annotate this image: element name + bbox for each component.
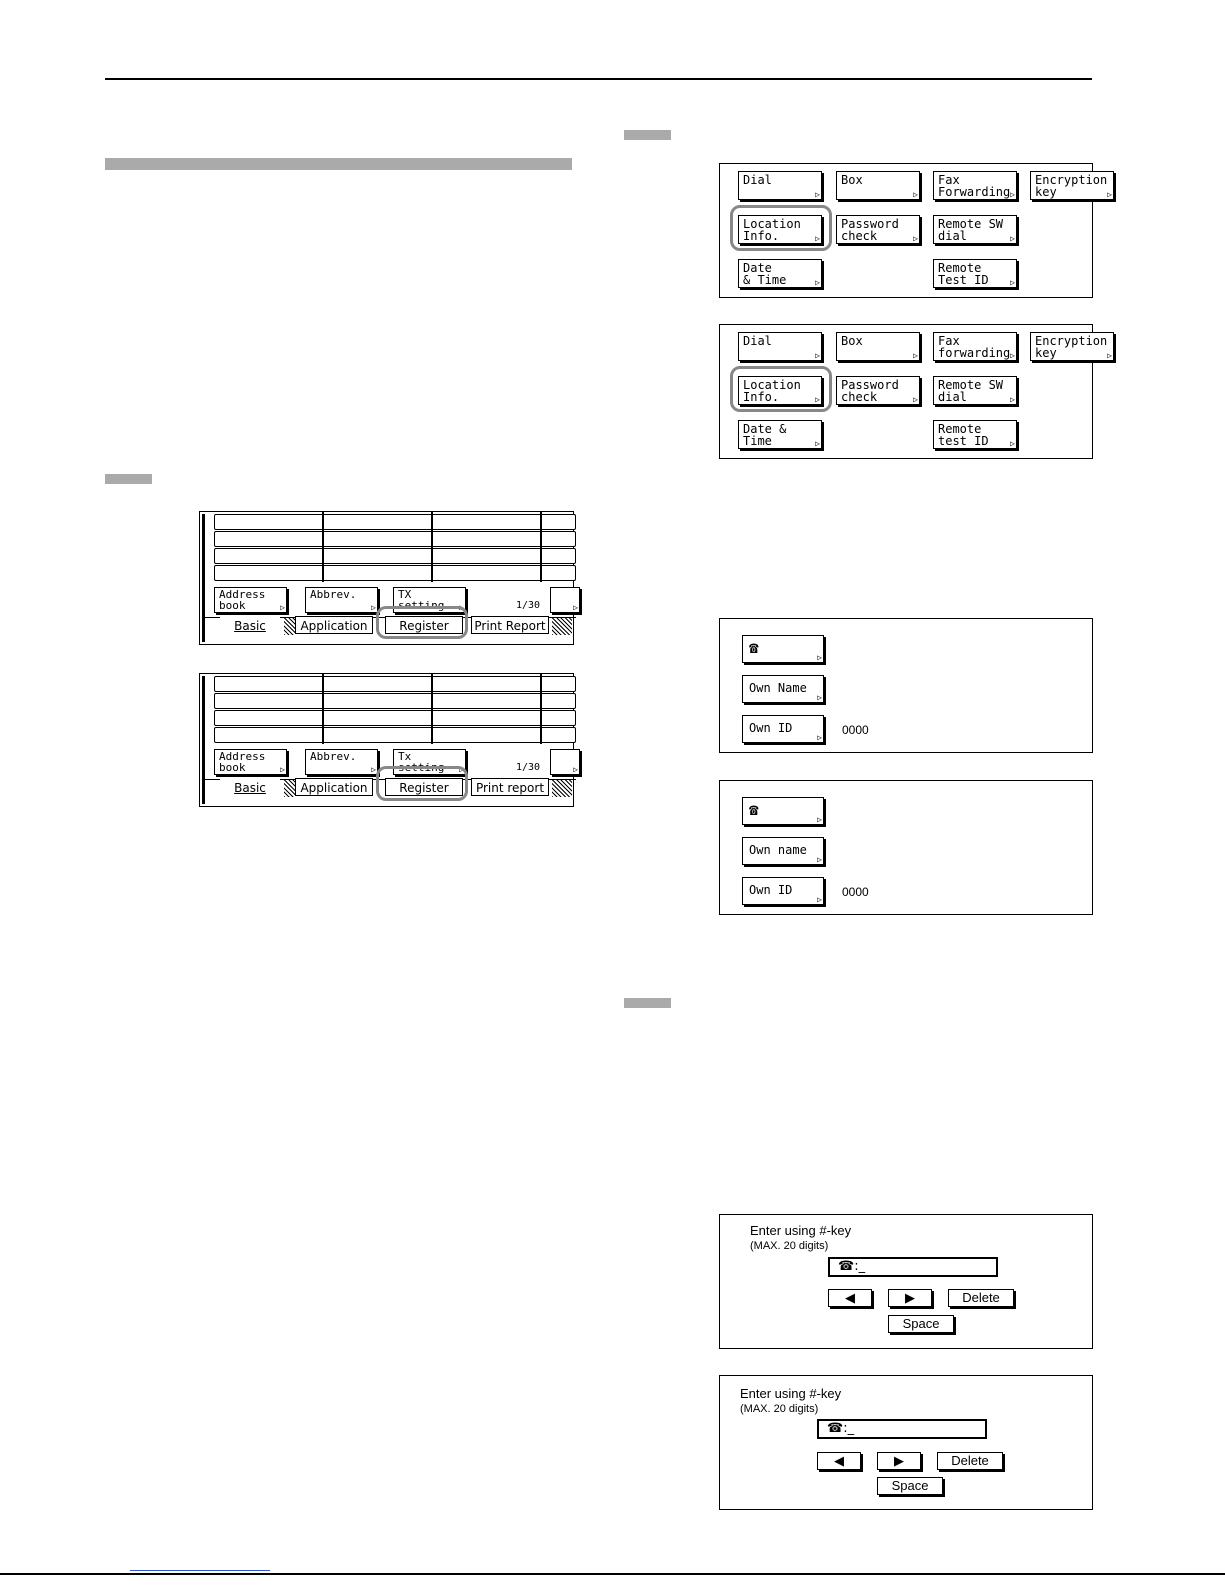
fax-number-field[interactable]: ☎:_ xyxy=(828,1257,998,1277)
arrow-indicator-icon: ▷ xyxy=(1010,190,1015,199)
register-tab-highlight xyxy=(376,766,468,801)
tab-application[interactable]: Application xyxy=(295,616,373,634)
arrow-indicator-icon: ▷ xyxy=(1010,278,1015,287)
box-button[interactable]: Box ▷ xyxy=(836,332,920,361)
box-button[interactable]: Box ▷ xyxy=(836,171,920,200)
remote-test-id-button[interactable]: Remote Test ID ▷ xyxy=(933,259,1017,288)
fax-number-field[interactable]: ☎:_ xyxy=(817,1419,987,1439)
own-fax-number-button[interactable] xyxy=(742,797,824,825)
top-rule xyxy=(105,78,1092,80)
address-row[interactable] xyxy=(214,710,576,726)
phone-icon: ☎ xyxy=(749,638,759,657)
address-row[interactable] xyxy=(214,531,576,547)
tab-application[interactable]: Application xyxy=(295,778,373,796)
abbrev-button[interactable]: Abbrev. ▷ xyxy=(305,587,378,613)
address-row[interactable] xyxy=(214,514,576,530)
arrow-indicator-icon: ▷ xyxy=(817,855,822,864)
space-button[interactable]: Space xyxy=(877,1477,943,1495)
arrow-indicator-icon: ▷ xyxy=(815,234,820,243)
remote-test-id-button[interactable]: Remote test ID ▷ xyxy=(933,420,1017,449)
remote-sw-dial-button[interactable]: Remote SW dial ▷ xyxy=(933,215,1017,244)
arrow-indicator-icon: ▷ xyxy=(817,693,822,702)
location-info-button[interactable]: Location Info. ▷ xyxy=(738,376,822,405)
cursor-left-button[interactable]: ◀ xyxy=(817,1452,861,1470)
entry-prompt: Enter using #-key xyxy=(750,1223,852,1238)
password-check-button[interactable]: Password check ▷ xyxy=(836,376,920,405)
fax-forwarding-button[interactable]: Fax Forwarding ▷ xyxy=(933,171,1017,200)
encryption-key-button[interactable]: Encryption key ▷ xyxy=(1030,332,1114,361)
own-name-button[interactable]: Own Name ▷ xyxy=(742,675,824,703)
arrow-indicator-icon: ▷ xyxy=(815,395,820,404)
arrow-indicator-icon: ▷ xyxy=(913,395,918,404)
number-entry-screen-a xyxy=(719,1214,1093,1349)
arrow-indicator-icon: ▷ xyxy=(913,351,918,360)
address-book-button[interactable]: Address book ▷ xyxy=(214,749,287,775)
cursor-right-button[interactable]: ▶ xyxy=(888,1289,932,1307)
arrow-indicator-icon: ▷ xyxy=(459,765,464,774)
fax-forwarding-button[interactable]: Fax forwarding ▷ xyxy=(933,332,1017,361)
delete-button[interactable]: Delete xyxy=(937,1452,1003,1470)
arrow-indicator-icon: ▷ xyxy=(815,439,820,448)
arrow-indicator-icon: ▷ xyxy=(371,603,376,612)
arrow-indicator-icon: ▷ xyxy=(913,190,918,199)
register-screen-a xyxy=(199,511,578,645)
date-time-button[interactable]: Date & Time ▷ xyxy=(738,420,822,449)
tab-register[interactable]: Register xyxy=(385,778,463,796)
space-button[interactable]: Space xyxy=(888,1315,954,1333)
own-id-button[interactable]: Own ID ▷ xyxy=(742,877,824,905)
own-id-value: 0000 xyxy=(842,723,869,737)
own-id-button[interactable]: Own ID ▷ xyxy=(742,715,824,743)
arrow-indicator-icon: ▷ xyxy=(1010,234,1015,243)
tx-setting-button[interactable]: TX setting ▷ xyxy=(393,587,466,613)
location-info-highlight xyxy=(730,205,832,251)
tab-print-report[interactable]: Print report xyxy=(471,778,549,796)
step-marker xyxy=(105,474,152,484)
address-book-button[interactable]: Address book ▷ xyxy=(214,587,287,613)
next-page-button[interactable] xyxy=(550,587,580,613)
delete-button[interactable]: Delete xyxy=(948,1289,1014,1307)
phone-icon: ☎ xyxy=(749,800,759,819)
arrow-indicator-icon: ▷ xyxy=(815,190,820,199)
address-row[interactable] xyxy=(214,548,576,564)
remote-sw-dial-button[interactable]: Remote SW dial ▷ xyxy=(933,376,1017,405)
entry-limit: (MAX. 20 digits) xyxy=(740,1403,819,1415)
arrow-indicator-icon: ▷ xyxy=(1107,190,1112,199)
footer-link-underline xyxy=(130,1570,270,1571)
tx-setting-button[interactable]: Tx setting ▷ xyxy=(393,749,466,775)
arrow-indicator-icon: ▷ xyxy=(1107,351,1112,360)
tab-register[interactable]: Register xyxy=(385,616,463,634)
location-info-button[interactable]: Location Info. ▷ xyxy=(738,215,822,244)
address-row[interactable] xyxy=(214,565,576,581)
arrow-indicator-icon: ▷ xyxy=(817,895,822,904)
cursor-left-button[interactable]: ◀ xyxy=(828,1289,872,1307)
password-check-button[interactable]: Password check ▷ xyxy=(836,215,920,244)
encryption-key-button[interactable]: Encryption key ▷ xyxy=(1030,171,1114,200)
dial-button[interactable]: Dial ▷ xyxy=(738,171,822,200)
section-heading-bar xyxy=(105,158,572,170)
next-page-button[interactable] xyxy=(550,749,580,775)
step-marker xyxy=(624,998,671,1008)
arrow-indicator-icon: ▷ xyxy=(1010,439,1015,448)
arrow-indicator-icon: ▷ xyxy=(815,351,820,360)
arrow-indicator-icon: ▷ xyxy=(817,815,822,824)
arrow-indicator-icon: ▷ xyxy=(573,603,578,612)
address-row[interactable] xyxy=(214,693,576,709)
own-fax-number-button[interactable] xyxy=(742,635,824,663)
bottom-rule xyxy=(0,1573,1225,1575)
register-screen-b xyxy=(199,673,578,807)
register-tab-highlight xyxy=(376,603,468,639)
arrow-indicator-icon: ▷ xyxy=(1010,351,1015,360)
own-name-button[interactable]: Own name ▷ xyxy=(742,837,824,865)
location-info-screen-a xyxy=(719,618,1093,753)
tab-print-report[interactable]: Print Report xyxy=(471,616,549,634)
arrow-indicator-icon: ▷ xyxy=(280,765,285,774)
entry-limit: (MAX. 20 digits) xyxy=(750,1240,829,1252)
address-row[interactable] xyxy=(214,727,576,743)
arrow-indicator-icon: ▷ xyxy=(817,733,822,742)
location-info-screen-b xyxy=(719,780,1093,915)
cursor-right-button[interactable]: ▶ xyxy=(877,1452,921,1470)
arrow-indicator-icon: ▷ xyxy=(1010,395,1015,404)
entry-prompt: Enter using #-key xyxy=(740,1386,842,1401)
arrow-indicator-icon: ▷ xyxy=(459,603,464,612)
location-info-highlight xyxy=(730,366,832,412)
number-entry-screen-b xyxy=(719,1375,1093,1510)
arrow-indicator-icon: ▷ xyxy=(371,765,376,774)
arrow-indicator-icon: ▷ xyxy=(913,234,918,243)
abbrev-button[interactable]: Abbrev. ▷ xyxy=(305,749,378,775)
arrow-indicator-icon: ▷ xyxy=(817,653,822,662)
fax-register-menu-a xyxy=(719,163,1112,298)
arrow-indicator-icon: ▷ xyxy=(280,603,285,612)
tab-basic[interactable]: Basic xyxy=(220,779,280,797)
fax-register-menu-b xyxy=(719,324,1112,459)
page-indicator: 1/30 xyxy=(516,600,541,611)
date-time-button[interactable]: Date & Time ▷ xyxy=(738,259,822,288)
arrow-indicator-icon: ▷ xyxy=(815,278,820,287)
step-marker xyxy=(624,130,671,140)
page-indicator: 1/30 xyxy=(516,762,541,773)
own-id-value: 0000 xyxy=(842,885,869,899)
tab-basic[interactable]: Basic xyxy=(220,617,280,635)
dial-button[interactable]: Dial ▷ xyxy=(738,332,822,361)
arrow-indicator-icon: ▷ xyxy=(573,765,578,774)
address-row[interactable] xyxy=(214,676,576,692)
